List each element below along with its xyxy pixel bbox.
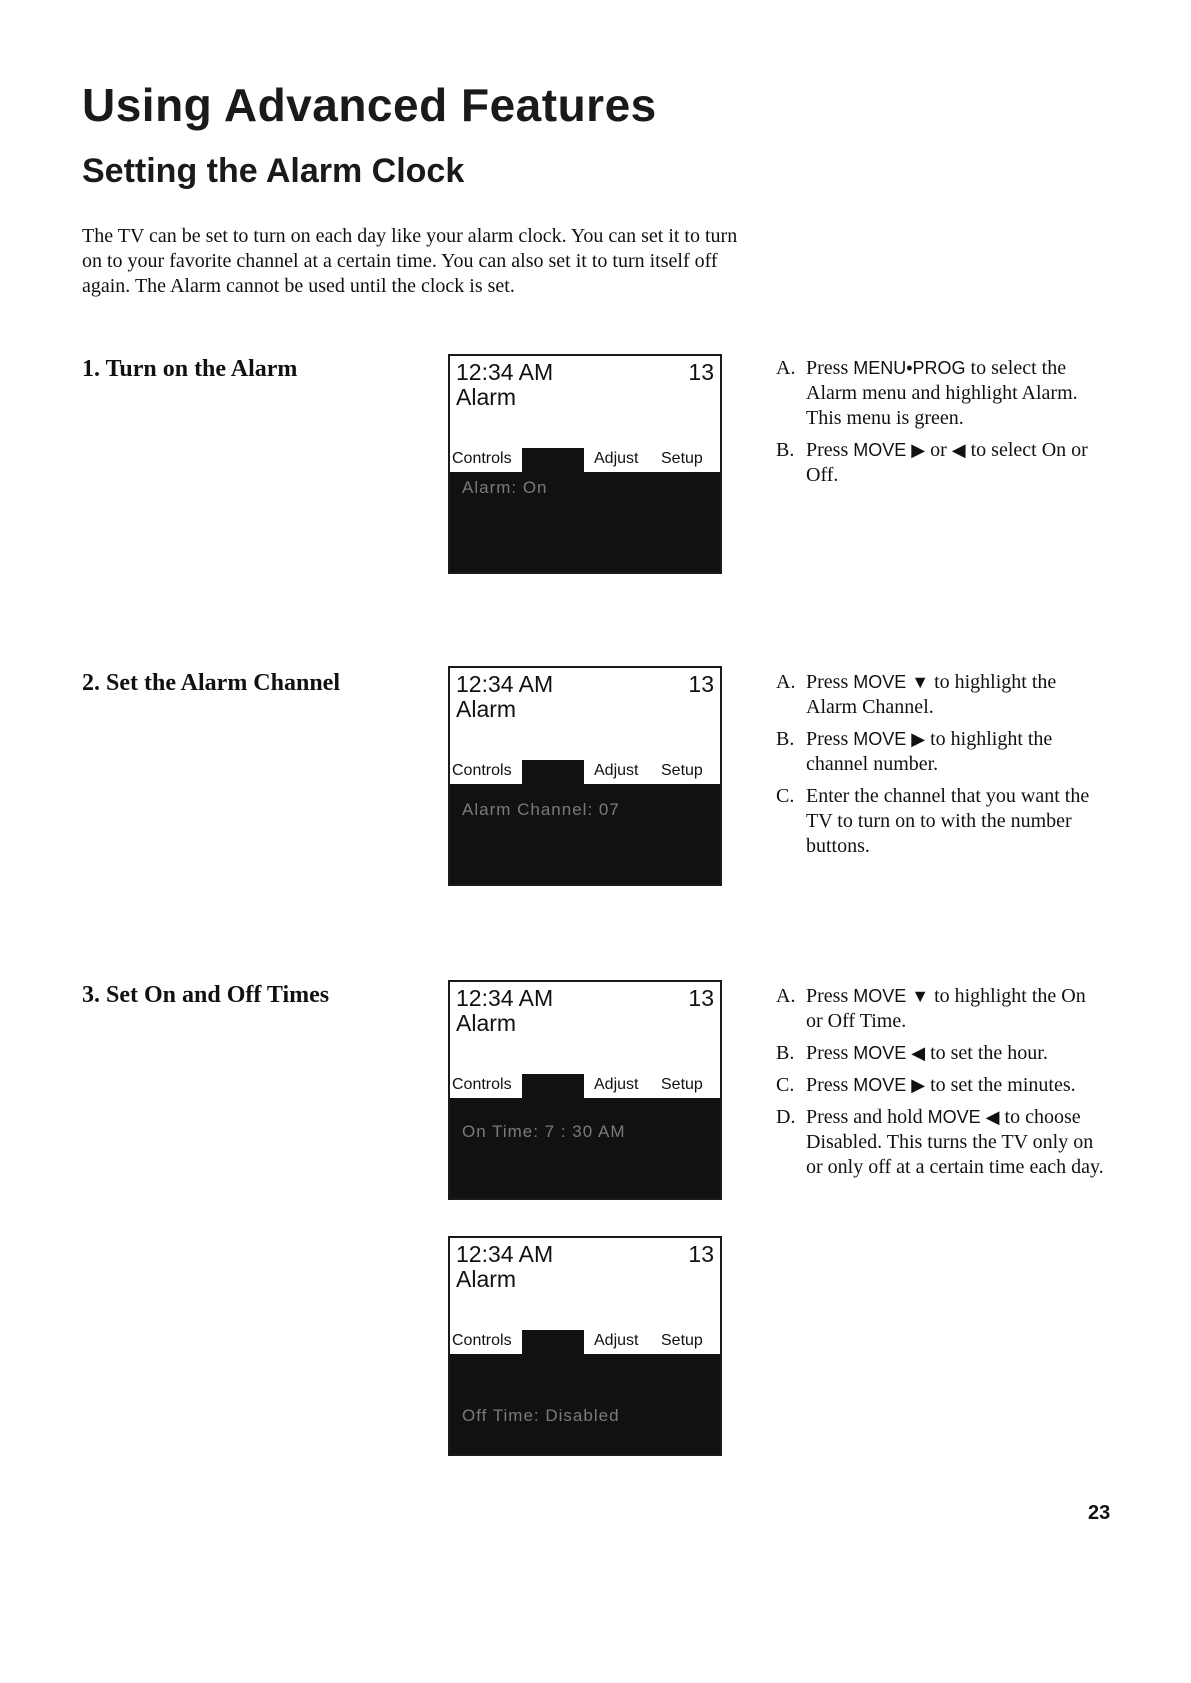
step-2-instructions [776,670,1106,866]
osd-tab-adjust: Adjust [594,762,639,779]
osd-tab-controls: Controls [452,1332,512,1349]
osd-menu-name: Alarm [456,384,517,410]
osd-screen-off-time [448,1236,722,1456]
instruction-item: B. Press MOVE ▶ to highlight the channel number. [776,728,1053,775]
instruction-item: A. Press MOVE ▼ to highlight the Alarm Channel. [776,671,1057,718]
osd-tab-adjust: Adjust [594,1076,639,1093]
osd-channel: 13 [688,985,714,1011]
osd-tab-setup: Setup [661,762,703,779]
instruction-item: C. Enter the channel that you want the TV to turn on to with the number buttons. [776,785,1090,857]
osd-settings-panel [450,472,720,572]
osd-tab-selected [522,448,584,472]
osd-tab-controls: Controls [452,762,512,779]
page-number: 23 [1088,1502,1111,1524]
instruction-item: C. Press MOVE ▶ to set the minutes. [776,1074,1076,1096]
arrow-left-icon: ◀ [951,440,966,460]
button-name: MOVE ▶ [853,440,926,460]
button-name: MOVE ◀ [927,1107,1000,1127]
page-title: Using Advanced Features [82,79,657,131]
button-name: MOVE ▼ [853,986,930,1006]
osd-tab-controls: Controls [452,450,512,467]
osd-tab-controls: Controls [452,1076,512,1093]
osd-tab-adjust: Adjust [594,450,639,467]
step-3-instructions [776,984,1106,1187]
instruction-item: B. Press MOVE ◀ to set the hour. [776,1042,1048,1064]
osd-settings-panel [450,1354,720,1454]
osd-channel: 13 [688,1241,714,1267]
intro-paragraph: The TV can be set to turn on each day like your alarm clock. You can set it to turn on to your favorite channel at a certain time. You can also set it to turn itself off again. The Alarm cannot be used until the clock is set. [82,225,738,297]
osd-tab-setup: Setup [661,1332,703,1349]
osd-menu-name: Alarm [456,1010,517,1036]
osd-setting-value: Alarm: On [462,478,548,497]
button-name: MOVE ▶ [853,1075,926,1095]
osd-screen-on-time [448,980,722,1200]
osd-screen-alarm-on [448,354,722,574]
instruction-item: A. Press MOVE ▼ to highlight the On or Off Time. [776,985,1086,1032]
osd-clock: 12:34 AM [456,671,554,697]
osd-screen-alarm-channel [448,666,722,886]
instruction-item: A. Press MENU•PROG to select the Alarm menu and highlight Alarm. This menu is green. [776,357,1078,429]
instruction-item: D. Press and hold MOVE ◀ to choose Disabled. This turns the TV only on or only off at a certain time each day. [776,1106,1104,1178]
step-3-title: 3. Set On and Off Times [82,982,330,1008]
osd-setting-value: Alarm Channel: 07 [462,800,620,819]
osd-tab-selected [522,1330,584,1354]
osd-tab-selected [522,760,584,784]
osd-settings-panel [450,784,720,884]
step-2-title: 2. Set the Alarm Channel [82,670,340,696]
button-name: MOVE ▶ [853,729,926,749]
osd-menu-name: Alarm [456,696,517,722]
osd-settings-panel [450,1098,720,1198]
osd-channel: 13 [688,359,714,385]
osd-clock: 12:34 AM [456,1241,554,1267]
step-1-instructions [776,356,1106,495]
section-title: Setting the Alarm Clock [82,152,465,190]
osd-setting-value: Off Time: Disabled [462,1406,620,1425]
button-name: MOVE ◀ [853,1043,926,1063]
osd-tab-selected [522,1074,584,1098]
button-name: MOVE ▼ [853,672,930,692]
osd-menu-name: Alarm [456,1266,517,1292]
osd-clock: 12:34 AM [456,985,554,1011]
osd-tab-setup: Setup [661,450,703,467]
instruction-item: B. Press MOVE ▶ or ◀ to select On or Off. [776,439,1088,486]
osd-tab-adjust: Adjust [594,1332,639,1349]
osd-setting-value: On Time: 7 : 30 AM [462,1122,626,1141]
button-name: MENU•PROG [853,358,966,378]
step-1-title: 1. Turn on the Alarm [82,356,298,382]
osd-tab-setup: Setup [661,1076,703,1093]
osd-channel: 13 [688,671,714,697]
osd-clock: 12:34 AM [456,359,554,385]
